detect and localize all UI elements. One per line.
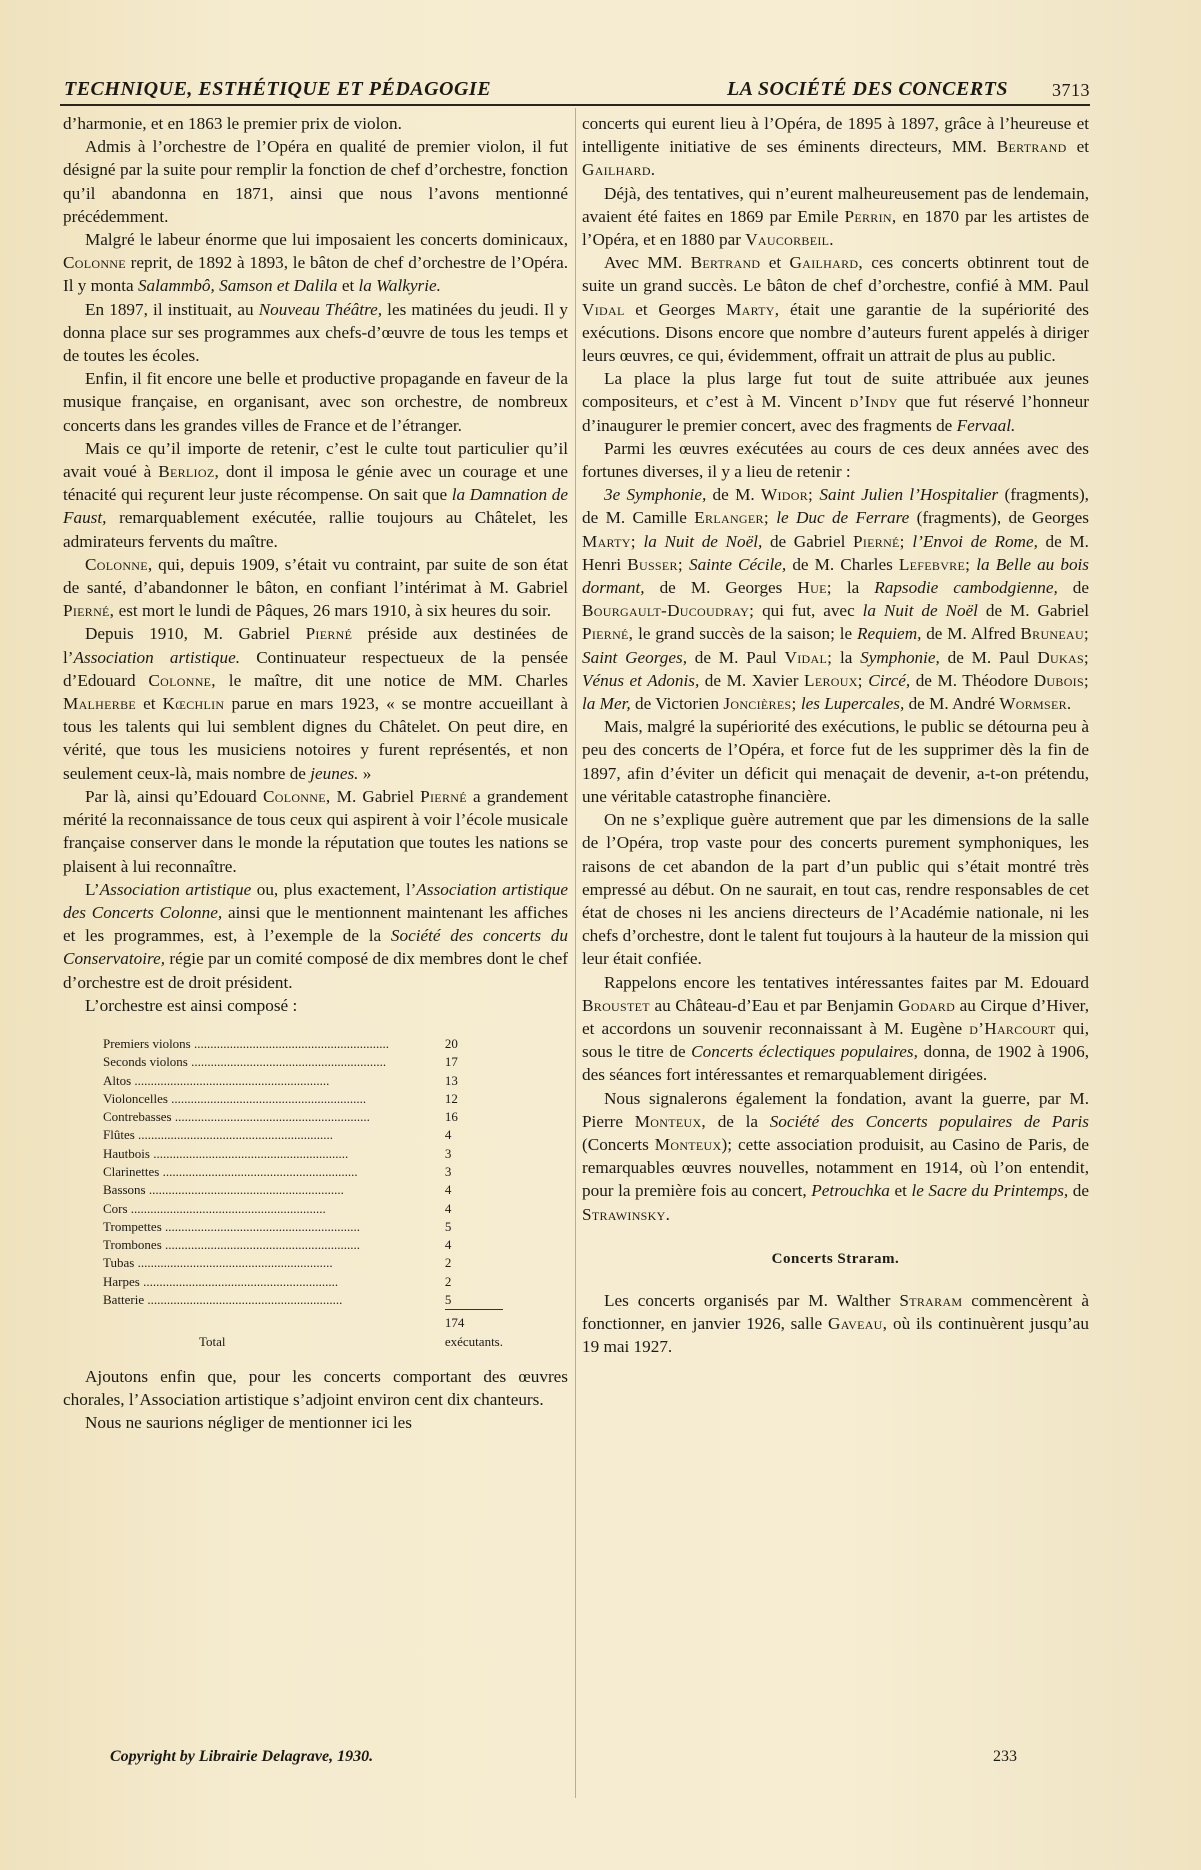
total-value: 174 exécutants. <box>445 1309 503 1351</box>
paragraph: Mais ce qu’il importe de retenir, c’est le culte tout particulier qu’il avait voué à Berlioz, dont il imposa le génie avec un courage et une ténacité qui reçurent leur juste récompense. On sait que la Damnation de Faust, remarquablement exécutée, rallie toujours au Châtelet, les admirateurs fervents du maître. <box>63 438 568 551</box>
instrument-name: Seconds violons ............................................................ <box>103 1054 387 1070</box>
orchestra-row <box>103 1108 503 1126</box>
paragraph: Les concerts organisés par M. Walther Straram commencèrent à fonctionner, en janvier 1926, salle Gaveau, où ils continuèrent jusqu’au 19 mai 1927. <box>582 1290 1089 1357</box>
left-column <box>63 112 568 1435</box>
right-column <box>582 112 1089 1359</box>
paragraph: L’Association artistique ou, plus exactement, l’Association artistique des Concerts Colonne, ainsi que le mentionnent maintenant les affiches et les programmes, est, à l’exemple de la Société des concerts du Conservatoire, régie par un comité composé de dix membres dont le chef d’orchestre est de droit président. <box>63 879 569 992</box>
paragraph: Parmi les œuvres exécutées au cours de ces deux années avec des fortunes diverses, il y a lieu de retenir : <box>582 438 1089 482</box>
orchestra-row <box>103 1218 503 1236</box>
paragraph: Malgré le labeur énorme que lui imposaient les concerts dominicaux, Colonne reprit, de 1892 à 1893, le bâton de chef d’orchestre de l’Opéra. Il y monta Salammbô, Samson et Dalila et la Walkyrie. <box>63 230 568 296</box>
works-list-paragraph: 3e Symphonie, de M. Widor; Saint Julien l’Hospitalier (fragments), de M. Camille Erlanger; le Duc de Ferrare (fragments), de Georges Marty; la Nuit de Noël, de Gabriel Pierné; l’Envoi de Rome, de M. Henri Busser; Sainte Cécile, de M. Charles Lefebvre; la Belle au bois dormant, de M. Georges Hue; la Rapsodie cambodgienne, de Bourgault-Ducoudray; qui fut, avec la Nuit de Noël de M. Gabriel Pierné, le grand succès de la saison; le Requiem, de M. Alfred Bruneau; Saint Georges, de M. Paul Vidal; la Symphonie, de M. Paul Dukas; Vénus et Adonis, de M. Xavier Leroux; Circé, de M. Théodore Dubois; la Mer, de Victorien Joncières; les Lupercales, de M. André Wormser. <box>582 485 1090 714</box>
instrument-count: 4 <box>444 1182 452 1198</box>
instrument-name: Hautbois ............................................................ <box>103 1145 349 1161</box>
header-page-number: 3713 <box>1052 80 1090 100</box>
instrument-count: 2 <box>444 1273 452 1289</box>
copyright-line: Copyright by Librairie Delagrave, 1930. <box>110 1748 374 1765</box>
total-label: Total <box>199 1333 226 1349</box>
instrument-count: 5 <box>444 1218 452 1234</box>
orchestra-row <box>103 1126 503 1144</box>
orchestra-row <box>103 1145 503 1163</box>
instrument-name: Tubas ............................................................ <box>103 1255 333 1271</box>
running-head <box>60 78 1090 106</box>
instrument-count: 4 <box>444 1237 452 1253</box>
column-divider <box>575 108 576 1798</box>
instrument-name: Trompettes ............................................................ <box>103 1218 360 1234</box>
instrument-count: 2 <box>444 1255 452 1271</box>
instrument-name: Cors ............................................................ <box>103 1200 326 1216</box>
paragraph: Mais, malgré la supériorité des exécutions, le public se détourna peu à peu des concerts de l’Opéra, et force fut de les supprimer dès la fin de 1897, afin d’éviter un déficit qui menaçait de devenir, a-t-on prétendu, une véritable catastrophe financière. <box>582 717 1089 806</box>
orchestra-row <box>103 1181 503 1199</box>
footer-page-number: 233 <box>993 1748 1017 1765</box>
paragraph: On ne s’explique guère autrement que par les dimensions de la salle de l’Opéra, trop vaste pour des concerts purement symphoniques, les raisons de cet abandon de la part d’un public qui s’était montré très empressé au début. On ne saurait, en tout cas, rendre responsables de cet état de choses ni les anciens directeurs de l’Académie nationale, ni les chefs d’orchestre, dont le talent fut toujours à la hauteur de la mission qui leur était confiée. <box>582 810 1089 969</box>
instrument-name: Premiers violons ............................................................ <box>103 1035 389 1051</box>
instrument-name: Harpes ............................................................ <box>103 1273 339 1289</box>
paragraph: Depuis 1910, M. Gabriel Pierné préside aux destinées de l’Association artistique. Continuateur respectueux de la pensée d’Edouard Colonne, le maître, dit une notice de MM. Charles Malherbe et Kœchlin parue en mars 1923, « se montre accueillant à tous les talents qui lui semblent dignes du Châtelet. On peut dire, en vérité, que tous les musiciens notoires y furent représentés, et non seulement ceux-là, mais nombre de jeunes. » <box>63 624 568 783</box>
instrument-count: 20 <box>444 1035 458 1051</box>
instrument-count: 4 <box>444 1200 452 1216</box>
paragraph: Admis à l’orchestre de l’Opéra en qualité de premier violon, il fut désigné par la suite pour remplir la fonction de chef d’orchestre, fonction qu’il abandonna en 1871, ainsi que nous l’avons mentionné précédemment. <box>63 137 568 226</box>
instrument-count: 4 <box>444 1127 452 1143</box>
instrument-count: 13 <box>444 1072 458 1088</box>
instrument-count: 5 <box>444 1292 452 1308</box>
orchestra-intro: L’orchestre est ainsi composé : <box>85 995 298 1015</box>
section-heading: Concerts Straram. <box>771 1250 900 1267</box>
paragraph: concerts qui eurent lieu à l’Opéra, de 1895 à 1897, grâce à l’heureuse et intelligente initiative de ses éminents directeurs, MM. Bertrand et Gailhard. <box>582 114 1090 180</box>
header-chapter-title: LA SOCIÉTÉ DES CONCERTS <box>726 78 1008 100</box>
orchestra-row <box>103 1254 503 1272</box>
instrument-name: Bassons ............................................................ <box>103 1182 344 1198</box>
paragraph: Enfin, il fit encore une belle et productive propagande en faveur de la musique française, en organisant, avec son orchestre, de nombreux concerts dans les grandes villes de France et de l’étranger. <box>63 369 568 435</box>
instrument-count: 3 <box>444 1164 452 1179</box>
orchestra-table <box>103 1035 503 1351</box>
orchestra-row <box>103 1200 503 1218</box>
paragraph: Déjà, des tentatives, qui n’eurent malheureusement pas de lendemain, avaient été faites en 1869 par Emile Perrin, en 1870 par les artistes de l’Opéra, et en 1880 par Vaucorbeil. <box>582 183 1090 250</box>
instrument-name: Contrebasses ............................................................ <box>103 1109 370 1125</box>
instrument-name: Clarinettes ............................................................ <box>103 1164 358 1179</box>
instrument-count: 3 <box>444 1145 452 1161</box>
orchestra-row <box>103 1072 503 1090</box>
paragraph: Rappelons encore les tentatives intéressantes faites par M. Edouard Broustet au Château-d’Eau et par Benjamin Godard au Cirque d’Hiver, et accordons un souvenir reconnaissant à M. Eugène d’Harcourt qui, sous le titre de Concerts éclectiques populaires, donna, de 1902 à 1906, des séances fort intéressantes et remarquablement dirigées. <box>582 972 1090 1085</box>
paragraph: d’harmonie, et en 1863 le premier prix de violon. <box>63 114 402 133</box>
orchestra-total-row <box>103 1309 503 1351</box>
instrument-name: Violoncelles ............................................................ <box>103 1090 367 1106</box>
instrument-count: 12 <box>444 1090 458 1106</box>
orchestra-row <box>103 1291 503 1309</box>
paragraph: Nous ne saurions négliger de mentionner ici les <box>85 1413 412 1433</box>
instrument-name: Batterie ............................................................ <box>103 1292 343 1308</box>
instrument-name: Flûtes ............................................................ <box>103 1127 334 1143</box>
paragraph: En 1897, il instituait, au Nouveau Théâtre, les matinées du jeudi. Il y donna place sur ses programmes aux chefs-d’œuvre de tous les temps et de toutes les écoles. <box>63 299 568 366</box>
paragraph: La place la plus large fut tout de suite attribuée aux jeunes compositeurs, et c’est à M. Vincent d’Indy que fut réservé l’honneur d’inaugurer le premier concert, avec des fragments de Fervaal. <box>582 369 1089 435</box>
paragraph: Colonne, qui, depuis 1909, s’était vu contraint, par suite de son état de santé, d’abandonner le bâton, en confiant l’intérimat à M. Gabriel Pierné, est mort le lundi de Pâques, 26 mars 1910, à six heures du soir. <box>63 554 568 621</box>
instrument-name: Trombones ............................................................ <box>103 1237 361 1253</box>
orchestra-row <box>103 1163 503 1181</box>
orchestra-row <box>103 1273 503 1291</box>
header-section-title: TECHNIQUE, ESTHÉTIQUE ET PÉDAGOGIE <box>64 78 492 100</box>
orchestra-row <box>103 1090 503 1108</box>
instrument-name: Altos ............................................................ <box>103 1072 330 1088</box>
paragraph: Ajoutons enfin que, pour les concerts comportant des œuvres chorales, l’Association artistique s’adjoint environ cent dix chanteurs. <box>63 1366 568 1410</box>
orchestra-row <box>103 1236 503 1254</box>
instrument-count: 16 <box>444 1109 458 1125</box>
orchestra-row <box>103 1035 503 1053</box>
instrument-count: 17 <box>444 1054 458 1070</box>
paragraph: Par là, ainsi qu’Edouard Colonne, M. Gabriel Pierné a grandement mérité la reconnaissance de tous ceux qui aspirent à voir l’école musicale française conserver dans le monde la réputation que toutes les nations se plaisent à lui reconnaître. <box>63 786 568 876</box>
paragraph: Avec MM. Bertrand et Gailhard, ces concerts obtinrent tout de suite un grand succès. Le bâton de chef d’orchestre, confié à MM. Paul Vidal et Georges Marty, était une garantie de la supériorité des exécutions. Disons encore que nombre d’auteurs furent appelés à diriger leurs œuvres, ce qui, évidemment, offrait un attrait de plus au public. <box>582 253 1089 366</box>
paragraph: Nous signalerons également la fondation, avant la guerre, par M. Pierre Monteux, de la Société des Concerts populaires de Paris (Concerts Monteux); cette association produisit, au Casino de Paris, de remarquables œuvres nouvelles, notamment en 1914, où l’on entendit, pour la première fois au concert, Petrouchka et le Sacre du Printemps, de Strawinsky. <box>582 1088 1090 1224</box>
orchestra-row <box>103 1053 503 1071</box>
